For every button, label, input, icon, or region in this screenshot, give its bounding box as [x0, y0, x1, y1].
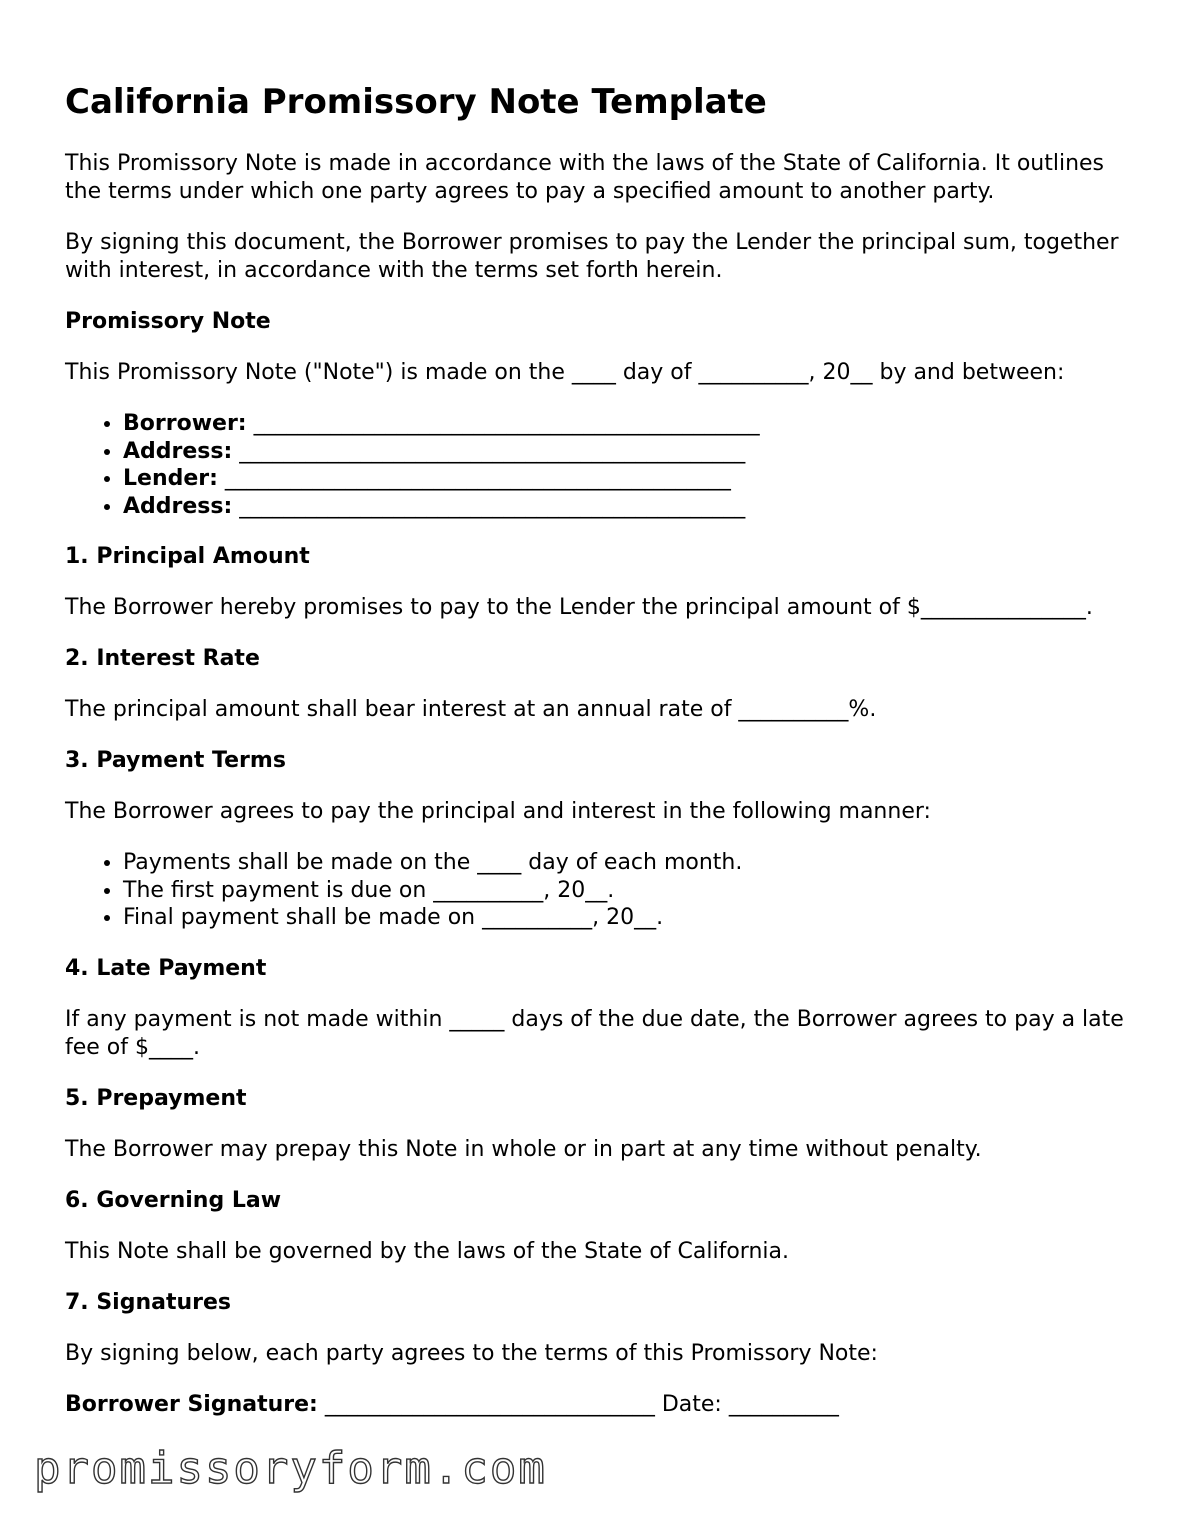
party-lender-address	[123, 493, 1145, 521]
section-text-signatures: By signing below, each party agrees to the terms of this Promissory Note:	[65, 1340, 878, 1366]
party-label: Address:	[123, 493, 233, 519]
party-borrower	[123, 410, 1145, 438]
party-label: Borrower:	[123, 411, 247, 436]
section-heading-principal: 1. Principal Amount	[65, 544, 310, 569]
section-text-late: If any payment is not made within _____ days of the due date, the Borrower agrees to pay a late fee of $____.	[65, 1006, 1124, 1060]
intro-paragraph-2: By signing this document, the Borrower promises to pay the Lender the principal sum, together with interest, in accordance with the terms set forth herein.	[65, 230, 1119, 283]
party-blank-line: ______________________________________________	[239, 438, 746, 464]
parties-list	[65, 410, 1145, 520]
watermark: promissoryform.com	[34, 1443, 547, 1494]
section-heading-interest: 2. Interest Rate	[65, 646, 260, 671]
section-text-law: This Note shall be governed by the laws of the State of California.	[65, 1238, 789, 1264]
section-text-payment: The Borrower agrees to pay the principal and interest in the following manner:	[65, 799, 931, 824]
date-label: Date:	[661, 1391, 722, 1417]
party-label: Lender:	[123, 466, 218, 491]
list-item: • Payments shall be made on the ____ day of each month.	[123, 849, 1145, 877]
intro-paragraph-1: This Promissory Note is made in accordance with the laws of the State of California. It outlines the terms under which one party agrees to pay a specified amount to another party.	[65, 151, 1105, 204]
party-blank-line: ______________________________________________	[253, 411, 760, 436]
borrower-signature-line: ______________________________	[324, 1391, 655, 1417]
borrower-signature-row	[65, 1391, 1145, 1419]
party-label: Address:	[123, 438, 233, 464]
section-text-interest: The principal amount shall bear interest at an annual rate of __________%.	[65, 697, 877, 722]
note-intro: This Promissory Note ("Note") is made on the ____ day of __________, 20__ by and between:	[65, 360, 1065, 385]
document-page	[65, 80, 1145, 1419]
list-item: • The first payment is due on __________, 20__.	[123, 877, 1145, 905]
section-heading-law: 6. Governing Law	[65, 1187, 282, 1213]
party-borrower-address	[123, 438, 1145, 466]
date-line: __________	[728, 1391, 839, 1417]
party-lender	[123, 465, 1145, 493]
section-text-prepayment: The Borrower may prepay this Note in whole or in part at any time without penalty.	[65, 1136, 982, 1162]
section-heading-prepayment: 5. Prepayment	[65, 1085, 247, 1111]
section-heading-payment: 3. Payment Terms	[65, 748, 286, 773]
section-heading-late: 4. Late Payment	[65, 955, 267, 981]
payment-terms-list	[65, 849, 1145, 932]
party-blank-line: ______________________________________________	[224, 466, 731, 491]
section-heading-signatures: 7. Signatures	[65, 1289, 232, 1315]
party-blank-line: ______________________________________________	[239, 493, 746, 519]
page-title: California Promissory Note Template	[65, 82, 767, 122]
list-item: • Final payment shall be made on __________, 20__.	[123, 904, 1145, 932]
borrower-signature-label: Borrower Signature:	[65, 1391, 318, 1417]
note-heading: Promissory Note	[65, 309, 271, 334]
section-text-principal: The Borrower hereby promises to pay to the Lender the principal amount of $_______________.	[65, 595, 1093, 620]
